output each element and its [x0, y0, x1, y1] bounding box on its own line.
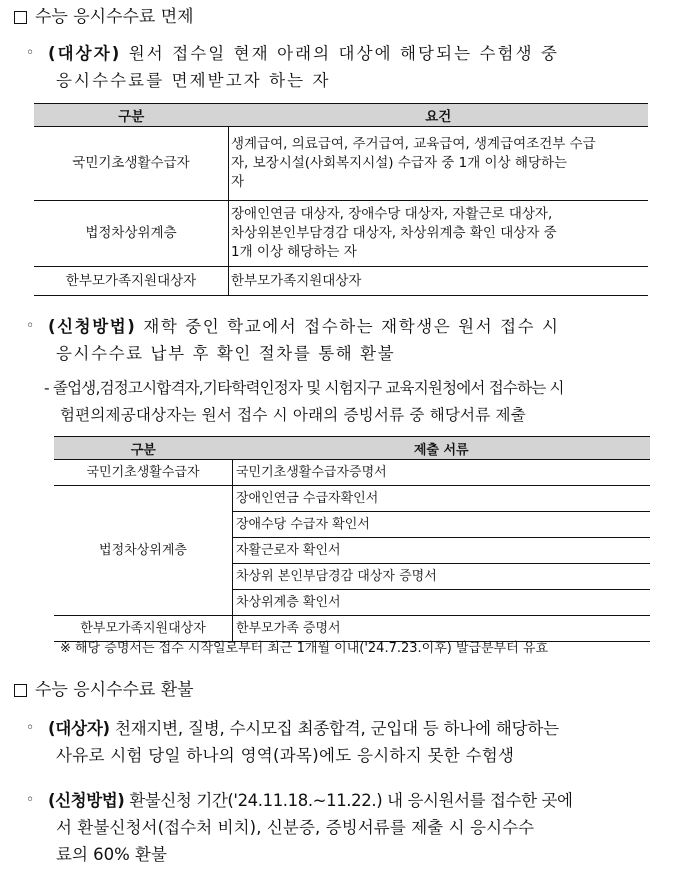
table1-row3-requirement: 한부모가족지원대상자	[229, 267, 649, 296]
table-row	[54, 616, 650, 642]
s2-item2-line3: 료의 60% 환불	[56, 845, 167, 864]
table2-row3-doc: 한부모가족 증명서	[233, 616, 651, 642]
circle-bullet-icon: ◦	[26, 45, 35, 61]
s2-item2-line2: 서 환불신청서(접수처 비치), 신분증, 증빙서류를 제출 시 응시수수	[56, 818, 535, 837]
table1-row2-line2: 차상위본인부담경감 대상자, 차상위계층 확인 대상자 중	[231, 225, 557, 241]
table2-row3-category: 한부모가족지원대상자	[54, 616, 233, 642]
table2-doc-4: 차상위 본인부담경감 대상자 증명서	[233, 564, 651, 590]
table2-doc-3: 자활근로자 확인서	[233, 538, 651, 564]
table1-header-category: 구분	[34, 104, 229, 127]
checkbox-square-icon	[14, 11, 27, 24]
table2-row1-category: 국민기초생활수급자	[54, 460, 233, 486]
eligibility-table	[34, 103, 648, 296]
s2-item2	[26, 787, 666, 868]
s2-item1-line1: 천재지변, 질병, 수시모집 최종합격, 군입대 등 하나에 해당하는	[114, 719, 559, 738]
table1-row2-requirement	[229, 201, 649, 267]
section2-heading	[14, 679, 194, 701]
table-row	[34, 267, 648, 296]
s1-item2	[26, 313, 656, 367]
table-row	[34, 201, 648, 267]
s1-sub-line2: 험편의제공대상자는 원서 접수 시 아래의 증빙서류 중 해당서류 제출	[60, 406, 526, 424]
s1-item1-label: (대상자)	[48, 44, 122, 63]
validity-note: ※ 해당 증명서는 접수 시작일로부터 최근 1개월 이내('24.7.23.이후) 발급분부터 유효	[60, 641, 549, 656]
table1-row1-line3: 자	[231, 174, 245, 190]
s2-item1-line2: 사유로 시험 당일 하나의 영역(과목)에도 응시하지 못한 수험생	[56, 746, 515, 765]
s2-item1	[26, 715, 666, 769]
s1-item1-line1: 원서 접수일 현재 아래의 대상에 해당되는 수험생 중	[128, 44, 559, 63]
table1-row1-line1: 생계급여, 의료급여, 주거급여, 교육급여, 생계급여조건부 수급	[231, 136, 596, 152]
table1-row2-line3: 1개 이상 해당하는 자	[231, 244, 357, 260]
s1-item2-line1: 재학 중인 학교에서 접수하는 재학생은 원서 접수 시	[143, 317, 560, 336]
table2-row1-doc: 국민기초생활수급자증명서	[233, 460, 651, 486]
dash-bullet: -	[44, 379, 49, 397]
s1-item1	[26, 40, 656, 94]
s1-item1-line2: 응시수수료를 면제받고자 하는 자	[56, 71, 331, 90]
table2-doc-1: 장애인연금 수급자확인서	[233, 486, 651, 512]
s2-item2-label: (신청방법)	[48, 791, 125, 810]
section2-title: 수능 응시수수료 환불	[35, 680, 194, 700]
s1-item2-label: (신청방법)	[48, 317, 137, 336]
section1-title: 수능 응시수수료 면제	[35, 7, 194, 27]
table1-row3-category: 한부모가족지원대상자	[34, 267, 229, 296]
table1-header-requirement: 요건	[229, 104, 649, 127]
s2-item2-line1: 환불신청 기간('24.11.18.~11.22.) 내 응시원서를 접수한 곳에	[129, 791, 573, 810]
table1-row1-requirement	[229, 127, 649, 201]
table-row	[34, 127, 648, 201]
documents-table	[54, 436, 650, 642]
table2-doc-2: 장애수당 수급자 확인서	[233, 512, 651, 538]
table-row	[54, 486, 650, 512]
table2-header-category: 구분	[54, 437, 233, 460]
circle-bullet-icon: ◦	[26, 318, 35, 334]
circle-bullet-icon: ◦	[26, 720, 35, 736]
circle-bullet-icon: ◦	[26, 792, 35, 808]
table1-row2-line1: 장애인연금 대상자, 장애수당 대상자, 자활근로 대상자,	[231, 206, 553, 222]
checkbox-square-icon	[14, 684, 27, 697]
table1-row1-line2: 자, 보장시설(사회복지시설) 수급자 중 1개 이상 해당하는	[231, 155, 568, 171]
table1-row1-category: 국민기초생활수급자	[34, 127, 229, 201]
table-row	[54, 460, 650, 486]
table2-row2-category: 법정차상위계층	[54, 486, 233, 616]
s1-sub-line1	[44, 375, 564, 402]
s1-sub-text1: 졸업생,검정고시합격자,기타학력인정자 및 시험지구 교육지원청에서 접수하는 시	[52, 379, 564, 397]
s1-item2-line2: 응시수수료 납부 후 확인 절차를 통해 환불	[56, 344, 396, 363]
table1-row2-category: 법정차상위계층	[34, 201, 229, 267]
section1-heading	[14, 6, 194, 28]
table2-header-docs: 제출 서류	[233, 437, 651, 460]
s2-item1-label: (대상자)	[48, 719, 110, 738]
table2-doc-5: 차상위계층 확인서	[233, 590, 651, 616]
